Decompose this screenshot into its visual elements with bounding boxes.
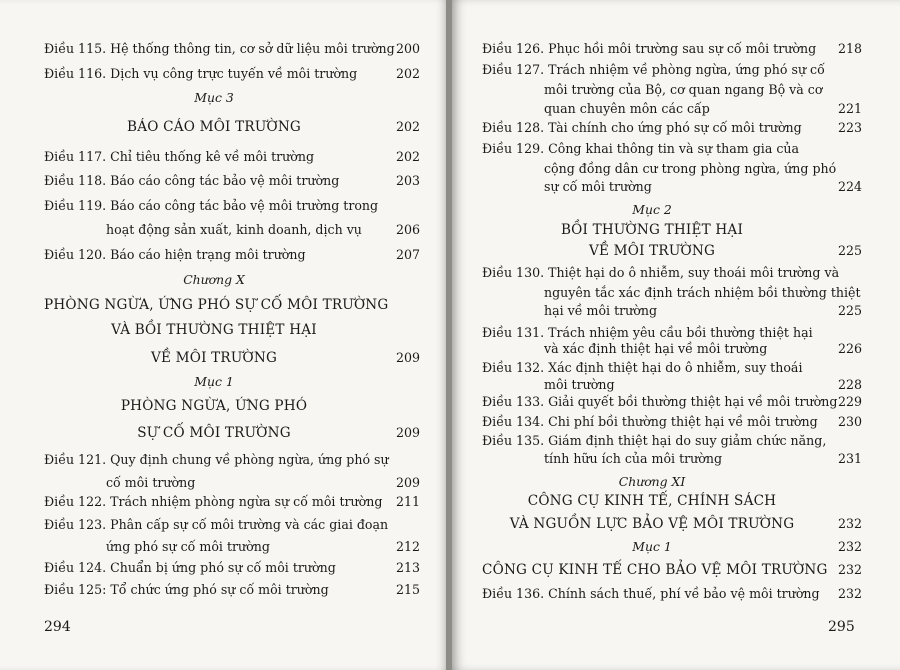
section-title: PHÒNG NGỪA, ỨNG PHÓ — [120, 398, 308, 414]
toc-entry: Điều 127. Trách nhiệm về phòng ngừa, ứng phó sự cố — [482, 62, 825, 77]
chapter-title: VÀ BỒI THƯỜNG THIỆT HẠI — [111, 322, 317, 338]
section-title: BỒI THƯỜNG THIỆT HẠI — [560, 222, 744, 238]
toc-entry: Điều 118. Báo cáo công tác bảo vệ môi trường 203 — [44, 173, 420, 188]
toc-entry: Điều 130. Thiệt hại do ô nhiễm, suy thoái môi trường và — [482, 265, 840, 280]
toc-entry: Điều 122. Trách nhiệm phòng ngừa sự cố môi trường 211 — [44, 494, 420, 509]
toc-entry: Điều 129. Công khai thông tin và sự tham gia của — [482, 141, 800, 156]
toc-entry: Điều 131. Trách nhiệm yêu cầu bồi thường thiệt hại — [482, 325, 813, 340]
toc-entry: Điều 132. Xác định thiệt hại do ô nhiễm, suy thoái — [482, 360, 803, 375]
toc-entry-continuation: sự cố môi trường 224 — [544, 179, 862, 194]
toc-entry: Điều 128. Tài chính cho ứng phó sự cố môi trường 223 — [482, 120, 862, 135]
toc-entry: Điều 125: Tổ chức ứng phó sự cố môi trường 215 — [44, 582, 420, 597]
toc-entry: Điều 116. Dịch vụ công trực tuyến về môi trường 202 — [44, 66, 420, 81]
chapter-label: Chương X — [183, 272, 245, 287]
toc-entry-continuation: tính hữu ích của môi trường 231 — [544, 451, 862, 466]
toc-entry: Điều 136. Chính sách thuế, phí về bảo vệ môi trường 232 — [482, 586, 862, 601]
section-label: Mục 3 — [194, 90, 234, 105]
toc-entry: Điều 126. Phục hồi môi trường sau sự cố môi trường 218 — [482, 41, 862, 56]
toc-entry: Điều 123. Phân cấp sự cố môi trường và các giai đoạn — [44, 517, 389, 532]
toc-entry-continuation: cộng đồng dân cư trong phòng ngừa, ứng phó — [544, 161, 837, 176]
section-label: Mục 2 — [632, 202, 672, 217]
toc-entry: Điều 121. Quy định chung về phòng ngừa, ứng phó sự — [44, 452, 389, 467]
toc-entry-continuation: nguyên tắc xác định trách nhiệm bồi thường thiệt — [544, 285, 861, 300]
toc-entry: Điều 115. Hệ thống thông tin, cơ sở dữ liệu môi trường 200 — [44, 41, 420, 56]
toc-entry: Điều 124. Chuẩn bị ứng phó sự cố môi trường 213 — [44, 560, 420, 575]
toc-entry: Điều 134. Chi phí bồi thường thiệt hại về môi trường 230 — [482, 414, 862, 429]
chapter-label: Chương XI — [618, 474, 686, 489]
toc-entry-continuation: và xác định thiệt hại về môi trường 226 — [544, 341, 862, 356]
toc-entry: Điều 117. Chỉ tiêu thống kê về môi trường 202 — [44, 149, 420, 164]
toc-entry-continuation: ứng phó sự cố môi trường 212 — [106, 539, 420, 554]
toc-entry-continuation: quan chuyên môn các cấp 221 — [544, 101, 862, 116]
left-page: Điều 115. Hệ thống thông tin, cơ sở dữ liệu môi trường 200 Điều 116. Dịch vụ công trực tuyến về môi trường 202 Mục 3 BÁO CÁO MÔI TRƯỜNG 202 Điều 117. Chỉ tiêu thống kê về môi trường 202 Điều 118. Báo cáo công tác bảo vệ môi trường 203 Điều 119. Báo cáo công tác bảo vệ môi trường trong hoạt động sản xuất, kinh doanh, dịch vụ 206 Điều 120. Báo cáo hiện trạng môi trường 207 Chương X PHÒNG NGỪA, ỨNG PHÓ SỰ CỐ MÔI TRƯỜNG VÀ BỒI THƯỜNG THIỆT HẠI VỀ MÔI TRƯỜNG 209 Mục 1 PHÒNG NGỪA, ỨNG PHÓ SỰ CỐ MÔI TRƯỜNG 209 Điều 121. Quy định chung về phòng ngừa, ứng phó sự cố môi trường 209 Điều 122. Trách nhiệm phòng ngừa sự cố môi trường 211 Điều 123. Phân cấp sự cố môi trường và các giai đoạn ứng phó sự cố môi trường 212 Điều 124. Chuẩn bị ứng phó sự cố môi trường 213 Điều 125: Tổ chức ứng phó sự cố môi trường 215 294 — [0, 0, 446, 670]
toc-entry-continuation: môi trường 228 — [544, 377, 862, 392]
toc-entry-continuation: cố môi trường 209 — [106, 475, 420, 490]
page-number: 294 — [44, 619, 71, 635]
toc-entry-continuation: môi trường của Bộ, cơ quan ngang Bộ và cơ — [544, 82, 823, 97]
toc-entry: Điều 135. Giám định thiệt hại do suy giảm chức năng, — [482, 433, 827, 448]
page-number: 295 — [828, 619, 855, 635]
toc-entry: Điều 133. Giải quyết bồi thường thiệt hại về môi trường 229 — [482, 394, 862, 409]
toc-entry: Điều 120. Báo cáo hiện trạng môi trường 207 — [44, 247, 420, 262]
chapter-title: PHÒNG NGỪA, ỨNG PHÓ SỰ CỐ MÔI TRƯỜNG — [44, 297, 389, 313]
right-page: Điều 126. Phục hồi môi trường sau sự cố môi trường 218 Điều 127. Trách nhiệm về phòng ngừa, ứng phó sự cố môi trường của Bộ, cơ quan ngang Bộ và cơ quan chuyên môn các cấp 221 Điều 128. Tài chính cho ứng phó sự cố môi trường 223 Điều 129. Công khai thông tin và sự tham gia của cộng đồng dân cư trong phòng ngừa, ứng phó sự cố môi trường 224 Mục 2 BỒI THƯỜNG THIỆT HẠI VỀ MÔI TRƯỜNG 225 Điều 130. Thiệt hại do ô nhiễm, suy thoái môi trường và nguyên tắc xác định trách nhiệm bồi thường thiệt hại về môi trường 225 Điều 131. Trách nhiệm yêu cầu bồi thường thiệt hại và xác định thiệt hại về môi trường 226 Điều 132. Xác định thiệt hại do ô nhiễm, suy thoái môi trường 228 Điều 133. Giải quyết bồi thường thiệt hại về môi trường 229 Điều 134. Chi phí bồi thường thiệt hại về môi trường 230 Điều 135. Giám định thiệt hại do suy giảm chức năng, tính hữu ích của môi trường 231 Chương XI CÔNG CỤ KINH TẾ, CHÍNH SÁCH VÀ NGUỒN LỰC BẢO VỆ MÔI TRƯỜNG 232 Mục 1 232 CÔNG CỤ KINH TẾ CHO BẢO VỆ MÔI TRƯỜNG 232 Điều 136. Chính sách thuế, phí về bảo vệ môi trường 232 295 — [452, 0, 900, 670]
section-label: Mục 1 — [194, 374, 234, 389]
toc-entry-continuation: hại về môi trường 225 — [544, 303, 862, 318]
chapter-title: CÔNG CỤ KINH TẾ, CHÍNH SÁCH — [527, 493, 777, 509]
toc-entry-continuation: hoạt động sản xuất, kinh doanh, dịch vụ 206 — [106, 222, 420, 237]
toc-entry: Điều 119. Báo cáo công tác bảo vệ môi trường trong — [44, 198, 379, 213]
